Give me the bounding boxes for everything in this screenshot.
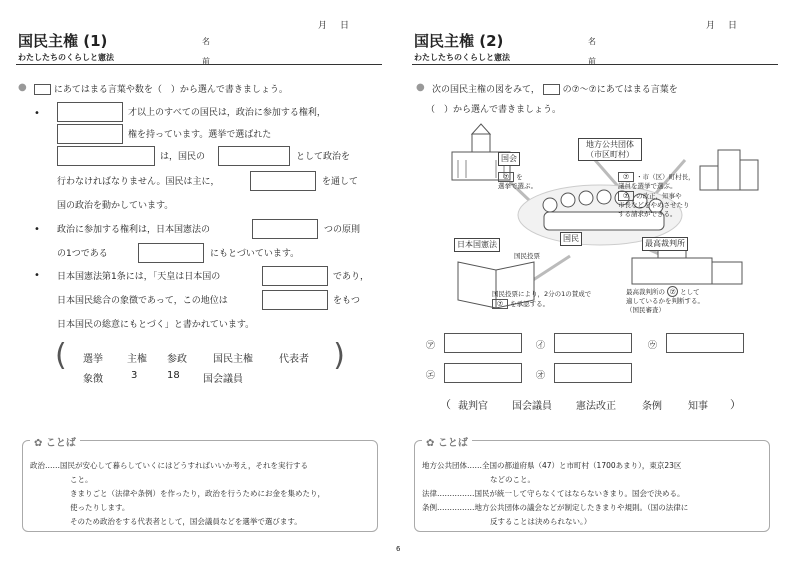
name-label: 名 (588, 37, 596, 46)
para2-line-b: つの原則 (324, 225, 361, 235)
para3-line-b: であり， (333, 272, 370, 282)
glossary-line: 政治……国民が安心して暮らしていくにはどうすればいいか考え，それを実行する (30, 461, 308, 470)
answer-box-sovereignty[interactable] (138, 243, 204, 263)
glossary-box (414, 440, 770, 532)
glossary-line: こと。 (70, 475, 93, 484)
para3-line-d: をもつ (333, 296, 361, 306)
constitution-caption-1: 国民投票により，2分の1の賛成で (492, 290, 592, 298)
answer-label-u: ㋒ (648, 341, 658, 351)
para1-line-g: 国の政治を動かしています。 (57, 201, 174, 211)
paren-open: ( (55, 338, 67, 373)
word-choice: 裁判官 (458, 401, 488, 412)
constitution-label: 日本国憲法 (454, 238, 500, 252)
court-caption-1: 最高裁判所の (626, 288, 665, 296)
word-choice: 選挙 (83, 354, 103, 365)
word-choice: 条例 (642, 401, 662, 412)
answer-box-principles[interactable] (252, 219, 318, 239)
answer-box-symbol[interactable] (262, 266, 328, 286)
para1-line-b: 権を持っています。選挙で選ばれた (128, 130, 272, 140)
marker-u: ⑦ (618, 191, 634, 201)
answer-box-elected[interactable] (57, 146, 155, 166)
local-caption-5: する請求ができる。 (618, 209, 677, 218)
instruction-label: にあてはまる言葉や数を（ ）から選んで書きましょう。 (53, 85, 288, 95)
marker-o: ⑦ (667, 286, 678, 297)
answer-label-a: ㋐ (426, 341, 436, 351)
answer-box-right[interactable] (57, 124, 123, 144)
court-caption-4: （国民審査） (626, 305, 665, 314)
bullet-2: • (34, 224, 40, 235)
constitution-caption-2: を承認する。 (510, 299, 550, 308)
mae-label: 前 (588, 57, 596, 66)
local-gov-label: 地方公共団体 （市区町村） (578, 138, 642, 161)
para1-line-a: 才以上のすべての国民は，政治に参加する権利， (128, 108, 326, 118)
local-gov-caption (618, 172, 695, 218)
word-choice: 18 (167, 370, 180, 381)
sovereignty-diagram (400, 0, 800, 340)
answer-box-through[interactable] (250, 171, 316, 191)
instruction-bullet: ● (416, 82, 425, 93)
glossary-heading (30, 434, 80, 449)
answer-box-u[interactable] (666, 333, 744, 353)
para1-line-f: を通して (322, 177, 359, 187)
local-caption-1: ・市（区）町村長， (636, 173, 695, 181)
answer-box-age[interactable] (57, 102, 123, 122)
word-choice: 3 (131, 370, 138, 381)
header-rule (16, 64, 382, 65)
word-choice: 国会議員 (203, 374, 243, 385)
constitution-caption (492, 290, 591, 309)
glossary-line: きまりごと（法律や条例）を作ったり，政治を行うためにお金を集めたり， (70, 489, 325, 498)
page-number: 6 (396, 545, 401, 553)
answer-box-i[interactable] (554, 333, 632, 353)
glossary-line: 地方公共団体……全国の都道府県（47）と市町村（1700あまり），東京23区 (422, 461, 682, 470)
marker-e: ⑦ (492, 299, 508, 309)
worksheet-subtitle: わたしたちのくらしと憲法 (414, 53, 510, 62)
worksheet-title: 国民主権 (2) (414, 32, 504, 50)
para1-line-c: は，国民の (160, 152, 206, 162)
court-caption-3: 適しているかを判断する。 (626, 297, 704, 305)
city-buildings-icon (700, 150, 758, 190)
diet-label: 国会 (498, 152, 520, 166)
diet-caption-1: を (516, 173, 523, 181)
worksheet-title: 国民主権 (1) (18, 32, 108, 50)
word-choice: 象徴 (83, 374, 103, 385)
answer-label-o: ㋔ (536, 371, 546, 381)
supreme-court-icon (632, 248, 742, 284)
answer-box-e[interactable] (444, 363, 522, 383)
word-choice: 主権 (127, 354, 147, 365)
referendum-label: 国民投票 (514, 252, 540, 260)
glossary-line: 反することは決められない。） (490, 517, 592, 526)
word-choice: 知事 (688, 401, 708, 412)
glossary-heading (422, 434, 472, 449)
name-label: 名 (202, 37, 210, 46)
word-choice: 憲法改正 (576, 401, 616, 412)
answer-box-a[interactable] (444, 333, 522, 353)
court-caption-2: として (680, 288, 700, 296)
citizens-label: 国民 (560, 232, 582, 246)
instruction-text (34, 84, 288, 95)
word-bank (55, 338, 345, 388)
word-choice: 代表者 (279, 354, 309, 365)
mae-label: 前 (202, 57, 210, 66)
flower-icon: ✿ (34, 438, 43, 449)
date-label: 月 日 (318, 21, 352, 31)
glossary-line: そのため政治をする代表者として，国会議員などを選挙で選びます。 (70, 517, 302, 526)
para1-line-e: 行わなければなりません。国民は主に， (57, 177, 220, 187)
instruction-label-1: 次の国民主権の図をみて， (432, 85, 540, 95)
paren-close: ) (333, 338, 345, 373)
answer-box-o[interactable] (554, 363, 632, 383)
glossary-line: などのこと。 (490, 475, 535, 484)
diet-caption (498, 172, 537, 191)
paren-open: （ (440, 398, 451, 411)
local-caption-4: 市長などをやめさせたり (618, 200, 690, 209)
glossary-line: 条例……………地方公共団体の議会などが制定したきまりや規則。（国の法律に (422, 503, 689, 512)
para3-line-c: 日本国民総合の象徴であって，この地位は (57, 296, 228, 306)
instruction-label-3: （ ）から選んで書きましょう。 (426, 105, 562, 115)
word-choice: 参政 (167, 354, 187, 365)
answer-label-i: ㋑ (536, 341, 546, 351)
para2-line-a: 政治に参加する権利は，日本国憲法の (57, 225, 211, 235)
date-label: 月 日 (706, 21, 740, 31)
instruction-bullet: ● (18, 82, 27, 93)
blank-square-icon (34, 84, 51, 95)
glossary-heading-label: ことば (437, 438, 468, 449)
worksheet-subtitle: わたしたちのくらしと憲法 (18, 53, 114, 62)
bullet-3: • (34, 270, 40, 281)
word-choice: 国民主権 (213, 354, 253, 365)
word-choice: 国会議員 (512, 401, 552, 412)
para1-line-d: として政治を (296, 152, 351, 162)
para2-line-d: にもとづいています。 (210, 249, 300, 259)
para3-line-a: 日本国憲法第1条には，「天皇は日本国の (57, 272, 221, 282)
answer-label-e: ㋓ (426, 371, 436, 381)
local-caption-3: の改正，知事や (636, 191, 682, 200)
right-worksheet (400, 0, 800, 566)
flower-icon: ✿ (426, 438, 435, 449)
diet-caption-2: 選挙で選ぶ。 (498, 182, 538, 190)
para3-line-e: 日本国民の総意にもとづく」と書かれています。 (57, 320, 255, 330)
marker-a: ⑦ (498, 172, 514, 182)
supreme-court-label: 最高裁判所 (642, 237, 688, 251)
answer-box-holder[interactable] (262, 290, 328, 310)
para2-line-c: の1つである (57, 249, 108, 259)
bullet-1: • (34, 108, 40, 119)
glossary-heading-label: ことば (45, 438, 76, 449)
paren-close: ） (730, 398, 741, 411)
instruction-label-2: の⑦～⑦にあてはまる言葉を (562, 85, 678, 95)
marker-i: ⑦ (618, 172, 634, 182)
court-caption (626, 286, 704, 315)
local-caption-2: 議員を選挙で選ぶ。 (618, 182, 677, 190)
glossary-line: 使ったりします。 (70, 503, 130, 512)
answer-box-representative[interactable] (218, 146, 290, 166)
glossary-line: 法律……………国民が統一して守らなくてはならないきまり。国会で決める。 (422, 489, 685, 498)
